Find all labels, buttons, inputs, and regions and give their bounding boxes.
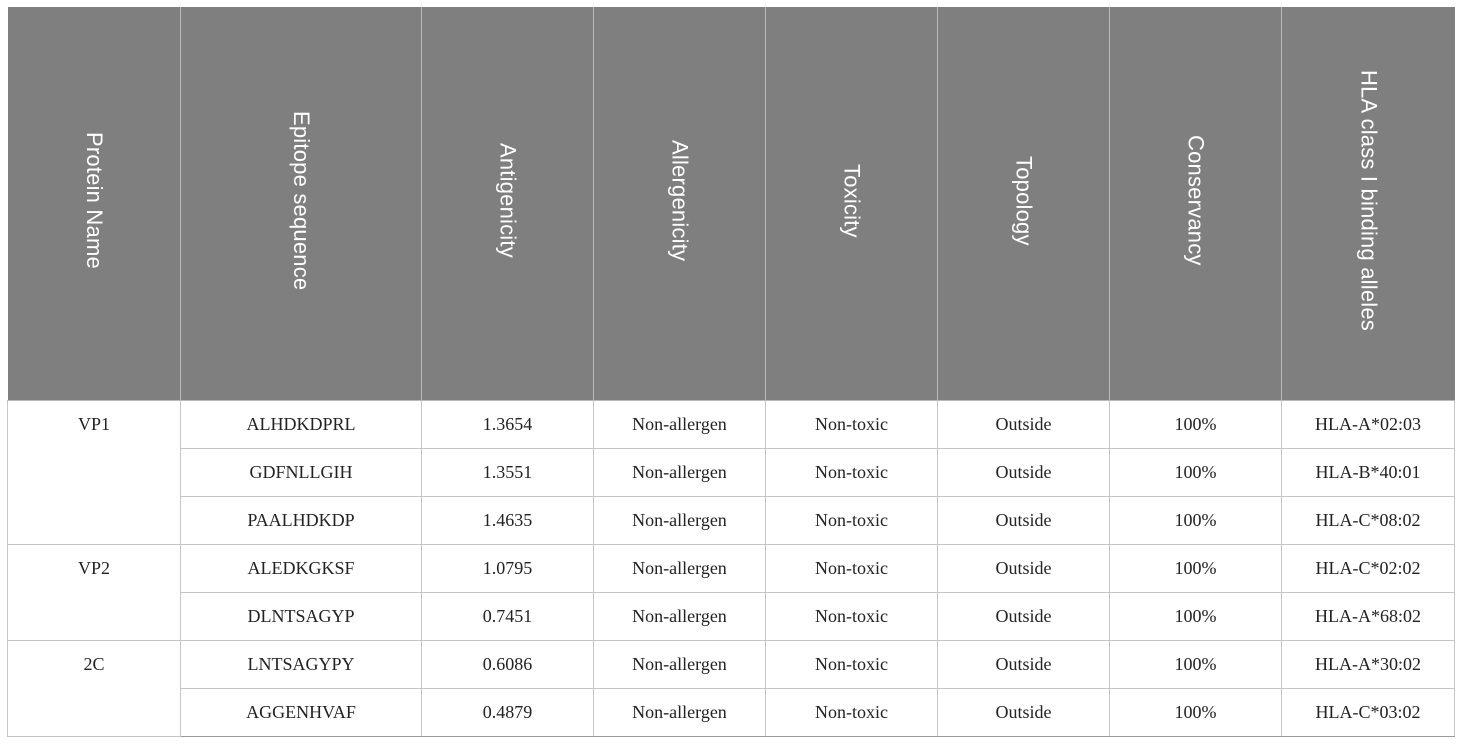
column-header-protein-name xyxy=(8,7,181,401)
antigenicity-cell: 0.7451 xyxy=(422,593,594,641)
conservancy-cell: 100% xyxy=(1110,449,1282,497)
epitope-sequence-cell: PAALHDKDP xyxy=(181,497,422,545)
column-header-conservancy xyxy=(1110,7,1282,401)
antigenicity-cell: 1.3654 xyxy=(422,401,594,449)
allergenicity-cell: Non-allergen xyxy=(594,449,766,497)
column-header-hla-alleles xyxy=(1282,7,1455,401)
column-header-antigenicity xyxy=(422,7,594,401)
allergenicity-cell: Non-allergen xyxy=(594,497,766,545)
epitope-sequence-cell: GDFNLLGIH xyxy=(181,449,422,497)
table-row xyxy=(8,689,1455,737)
table-row xyxy=(8,449,1455,497)
protein-name-cell: VP2 xyxy=(8,545,181,641)
column-header-epitope-sequence xyxy=(181,7,422,401)
allergenicity-cell: Non-allergen xyxy=(594,689,766,737)
column-header-label: HLA class I binding alleles xyxy=(1356,70,1382,331)
table-row xyxy=(8,401,1455,449)
topology-cell: Outside xyxy=(938,497,1110,545)
column-header-topology xyxy=(938,7,1110,401)
table-header xyxy=(8,7,1455,401)
hla-allele-cell: HLA-B*40:01 xyxy=(1282,449,1455,497)
table-row xyxy=(8,545,1455,593)
table-row xyxy=(8,593,1455,641)
toxicity-cell: Non-toxic xyxy=(766,545,938,593)
conservancy-cell: 100% xyxy=(1110,497,1282,545)
antigenicity-cell: 1.0795 xyxy=(422,545,594,593)
topology-cell: Outside xyxy=(938,449,1110,497)
conservancy-cell: 100% xyxy=(1110,401,1282,449)
hla-allele-cell: HLA-A*30:02 xyxy=(1282,641,1455,689)
column-header-label: Topology xyxy=(1011,155,1037,246)
table-row xyxy=(8,641,1455,689)
antigenicity-cell: 1.4635 xyxy=(422,497,594,545)
epitope-table xyxy=(7,7,1455,737)
hla-allele-cell: HLA-C*02:02 xyxy=(1282,545,1455,593)
toxicity-cell: Non-toxic xyxy=(766,641,938,689)
epitope-sequence-cell: AGGENHVAF xyxy=(181,689,422,737)
antigenicity-cell: 0.4879 xyxy=(422,689,594,737)
topology-cell: Outside xyxy=(938,641,1110,689)
protein-name-cell: VP1 xyxy=(8,401,181,545)
conservancy-cell: 100% xyxy=(1110,641,1282,689)
hla-allele-cell: HLA-A*02:03 xyxy=(1282,401,1455,449)
toxicity-cell: Non-toxic xyxy=(766,401,938,449)
antigenicity-cell: 0.6086 xyxy=(422,641,594,689)
column-header-label: Toxicity xyxy=(839,163,865,238)
hla-allele-cell: HLA-C*03:02 xyxy=(1282,689,1455,737)
table-row xyxy=(8,497,1455,545)
epitope-sequence-cell: ALEDKGKSF xyxy=(181,545,422,593)
column-header-toxicity xyxy=(766,7,938,401)
topology-cell: Outside xyxy=(938,593,1110,641)
column-header-label: Conservancy xyxy=(1183,135,1209,266)
column-header-label: Protein Name xyxy=(81,132,107,269)
antigenicity-cell: 1.3551 xyxy=(422,449,594,497)
allergenicity-cell: Non-allergen xyxy=(594,593,766,641)
topology-cell: Outside xyxy=(938,401,1110,449)
column-header-label: Antigenicity xyxy=(495,143,521,258)
allergenicity-cell: Non-allergen xyxy=(594,641,766,689)
conservancy-cell: 100% xyxy=(1110,545,1282,593)
conservancy-cell: 100% xyxy=(1110,593,1282,641)
topology-cell: Outside xyxy=(938,545,1110,593)
toxicity-cell: Non-toxic xyxy=(766,689,938,737)
column-header-allergenicity xyxy=(594,7,766,401)
allergenicity-cell: Non-allergen xyxy=(594,545,766,593)
topology-cell: Outside xyxy=(938,689,1110,737)
allergenicity-cell: Non-allergen xyxy=(594,401,766,449)
column-header-label: Allergenicity xyxy=(667,139,693,262)
epitope-sequence-cell: ALHDKDPRL xyxy=(181,401,422,449)
hla-allele-cell: HLA-C*08:02 xyxy=(1282,497,1455,545)
conservancy-cell: 100% xyxy=(1110,689,1282,737)
toxicity-cell: Non-toxic xyxy=(766,593,938,641)
epitope-sequence-cell: LNTSAGYPY xyxy=(181,641,422,689)
toxicity-cell: Non-toxic xyxy=(766,497,938,545)
hla-allele-cell: HLA-A*68:02 xyxy=(1282,593,1455,641)
epitope-sequence-cell: DLNTSAGYP xyxy=(181,593,422,641)
table-body xyxy=(8,401,1455,737)
protein-name-cell: 2C xyxy=(8,641,181,737)
header-row xyxy=(8,7,1455,401)
toxicity-cell: Non-toxic xyxy=(766,449,938,497)
column-header-label: Epitope sequence xyxy=(289,110,314,291)
